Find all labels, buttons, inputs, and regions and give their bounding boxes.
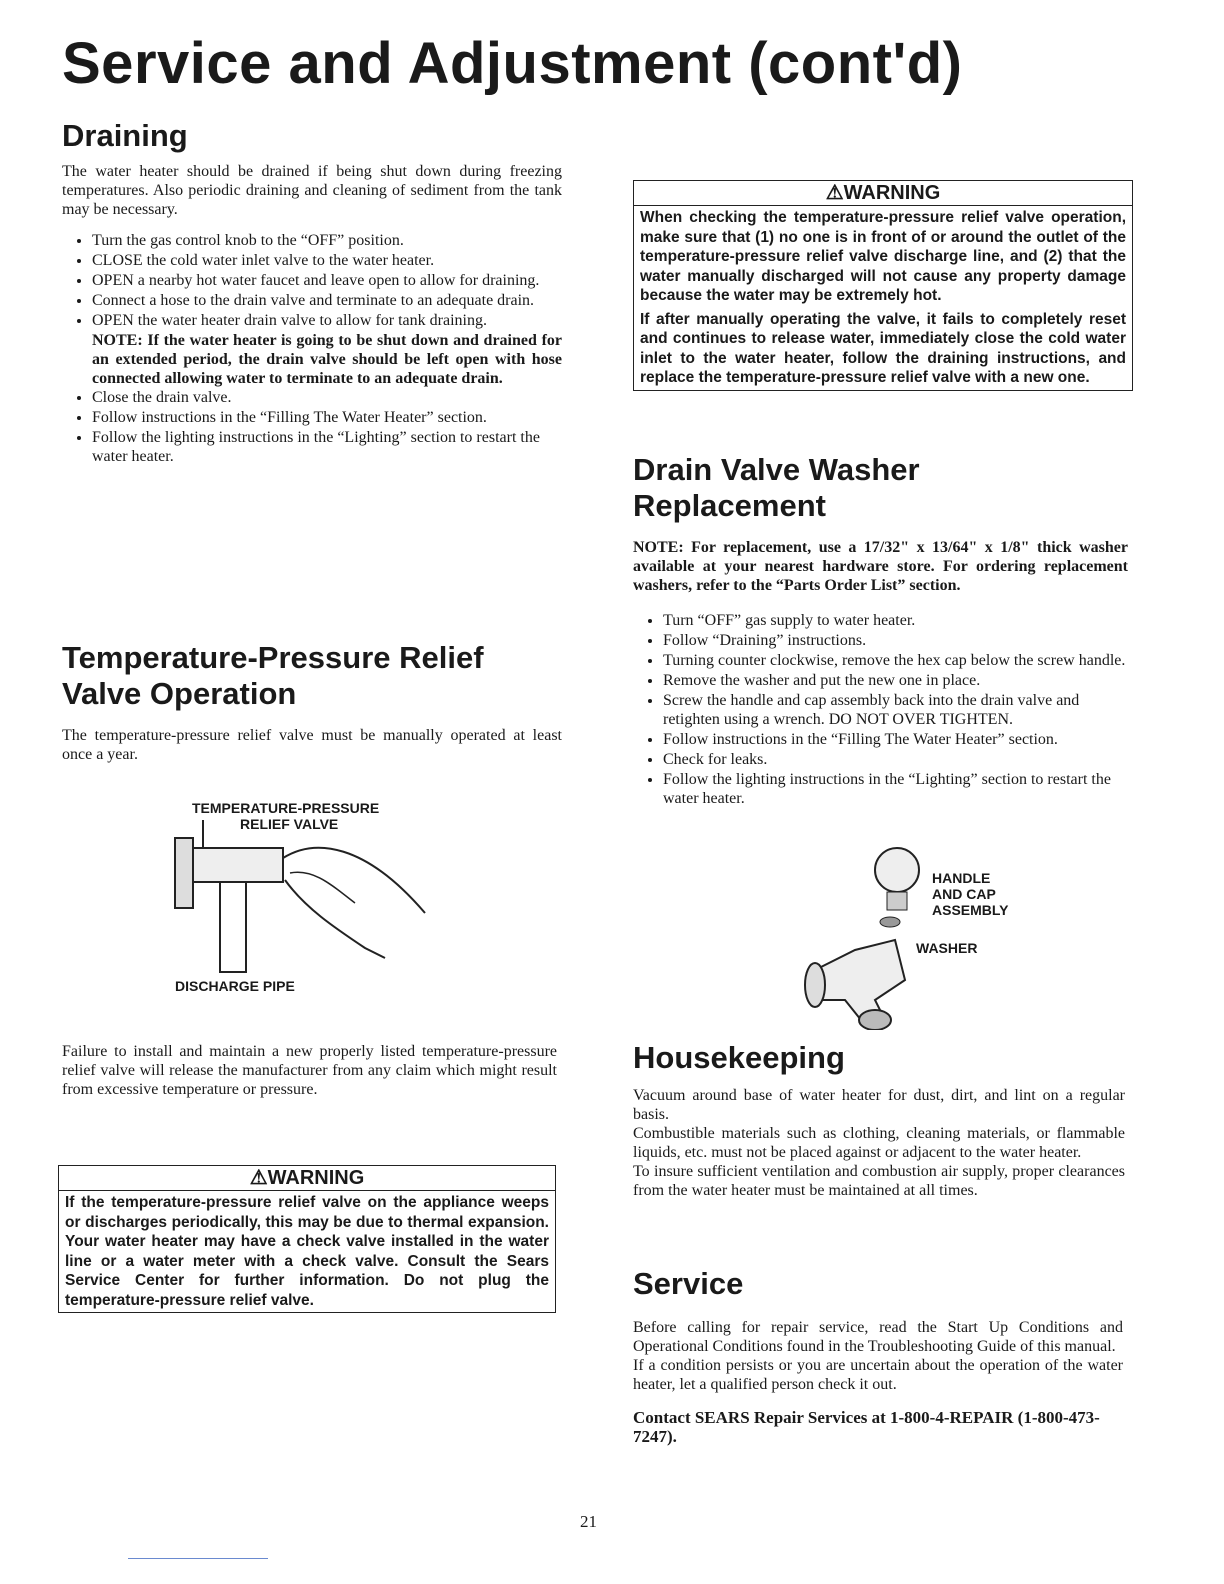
tpr-heading-1: Temperature-Pressure Relief (62, 640, 484, 675)
label-discharge-pipe: DISCHARGE PIPE (175, 978, 295, 994)
list-item: • Follow instructions in the “Filling The Water Heater” section. (92, 408, 562, 427)
housekeeping-section (633, 1040, 1125, 1200)
washer-note: NOTE: For replacement, use a 17/32" x 13/64" x 1/8" thick washer available at your nearest hardware store. For ordering replacement washers, refer to the “Parts Order List” section. (633, 539, 1128, 594)
warning-title: ⚠WARNING (634, 181, 1132, 206)
washer-section (633, 452, 1128, 809)
list-item: • Close the drain valve. (92, 388, 562, 407)
label-handle-2: AND CAP (932, 886, 996, 902)
list-item: • OPEN the water heater drain valve to allow for tank draining. (92, 311, 562, 330)
washer-heading-1: Drain Valve Washer (633, 452, 920, 487)
list-item: • Check for leaks. (663, 750, 1128, 769)
draining-note: NOTE: If the water heater is going to be shut down and drained for an extended period, the drain valve should be left open with hose connected allowing water to terminate to an adequate drain. (92, 332, 562, 387)
page-number: 21 (580, 1512, 597, 1531)
service-section (633, 1266, 1123, 1446)
housekeeping-heading: Housekeeping (633, 1040, 845, 1075)
warning-box-left (58, 1165, 556, 1313)
tpr-section (62, 640, 562, 764)
draining-steps (62, 231, 562, 330)
list-item: • Connect a hose to the drain valve and terminate to an adequate drain. (92, 291, 562, 310)
list-item: • Turning counter clockwise, remove the hex cap below the screw handle. (663, 651, 1128, 670)
service-heading: Service (633, 1266, 744, 1301)
page-title: Service and Adjustment (cont'd) (62, 31, 963, 96)
service-p2: If a condition persists or you are uncertain about the operation of the water heater, let a qualified person check it out. (633, 1357, 1123, 1393)
list-item: • Follow the lighting instructions in the “Lighting” section to restart the water heater. (92, 428, 562, 466)
tpr-failure-text: Failure to install and maintain a new properly listed temperature-pressure relief valve will release the manufacturer from any claim which might result from excessive temperature or pressure. (62, 1043, 557, 1098)
service-contact: Contact SEARS Repair Services at 1-800-4-REPAIR (1-800-473-7247). (633, 1408, 1100, 1446)
service-p1: Before calling for repair service, read the Start Up Conditions and Operational Conditions found in the Troubleshooting Guide of this manual. (633, 1319, 1123, 1355)
list-item: • CLOSE the cold water inlet valve to the water heater. (92, 251, 562, 270)
tpr-intro: The temperature-pressure relief valve must be manually operated at least once a year. (62, 727, 562, 763)
housekeeping-p3: To insure sufficient ventilation and combustion air supply, proper clearances from the water heater must be maintained at all times. (633, 1163, 1125, 1199)
list-item: • Turn “OFF” gas supply to water heater. (663, 611, 1128, 630)
tpr-heading-2: Valve Operation (62, 676, 297, 711)
draining-steps-2 (62, 388, 562, 466)
tpr-valve-illustration (165, 818, 435, 978)
warning-text: If the temperature-pressure relief valve on the appliance weeps or discharges periodically, this may be due to thermal expansion. Your water heater may have a check valve installed in the water line or a water meter with a check valve. Consult the Sears Service Center for further information. Do not plug the temperature-pressure relief valve. (65, 1194, 549, 1309)
warning-text-2: If after manually operating the valve, it fails to completely reset and continues to release water, immediately close the cold water inlet to the water heater, follow the draining instructions, and replace the temperature-pressure relief valve with a new one. (640, 310, 1126, 386)
label-tpr-valve-2: RELIEF VALVE (240, 816, 339, 832)
list-item: • Remove the washer and put the new one in place. (663, 671, 1128, 690)
housekeeping-p1: Vacuum around base of water heater for dust, dirt, and lint on a regular basis. (633, 1087, 1125, 1123)
list-item: • Turn the gas control knob to the “OFF” position. (92, 231, 562, 250)
draining-section (62, 118, 562, 467)
list-item: • Follow “Draining” instructions. (663, 631, 1128, 650)
list-item: • OPEN a nearby hot water faucet and leave open to allow for draining. (92, 271, 562, 290)
label-tpr-valve-1: TEMPERATURE-PRESSURE (192, 800, 380, 816)
washer-heading-2: Replacement (633, 488, 826, 523)
washer-steps (633, 611, 1128, 808)
draining-heading: Draining (62, 118, 188, 153)
list-item: • Follow the lighting instructions in the “Lighting” section to restart the water heater. (663, 770, 1128, 808)
drain-valve-illustration (785, 840, 935, 1030)
list-item: • Follow instructions in the “Filling The Water Heater” section. (663, 730, 1128, 749)
label-handle-1: HANDLE (932, 870, 991, 886)
footer-rule (128, 1558, 268, 1559)
draining-intro: The water heater should be drained if being shut down during freezing temperatures. Also periodic draining and cleaning of sediment from the tank may be necessary. (62, 163, 562, 218)
warning-box-right (633, 180, 1133, 391)
warning-title: ⚠WARNING (59, 1166, 555, 1191)
label-handle-3: ASSEMBLY (932, 902, 1009, 918)
label-washer: WASHER (916, 940, 978, 956)
housekeeping-p2: Combustible materials such as clothing, cleaning materials, or flammable liquids, etc. must not be placed against or adjacent to the water heater. (633, 1125, 1125, 1161)
warning-text-1: When checking the temperature-pressure relief valve operation, make sure that (1) no one is in front of or around the outlet of the temperature-pressure relief valve discharge line, and (2) that the water manually discharged will not cause any property damage because the water may be extremely hot. (640, 209, 1126, 304)
list-item: • Screw the handle and cap assembly back into the drain valve and retighten using a wrench. DO NOT OVER TIGHTEN. (663, 691, 1128, 729)
